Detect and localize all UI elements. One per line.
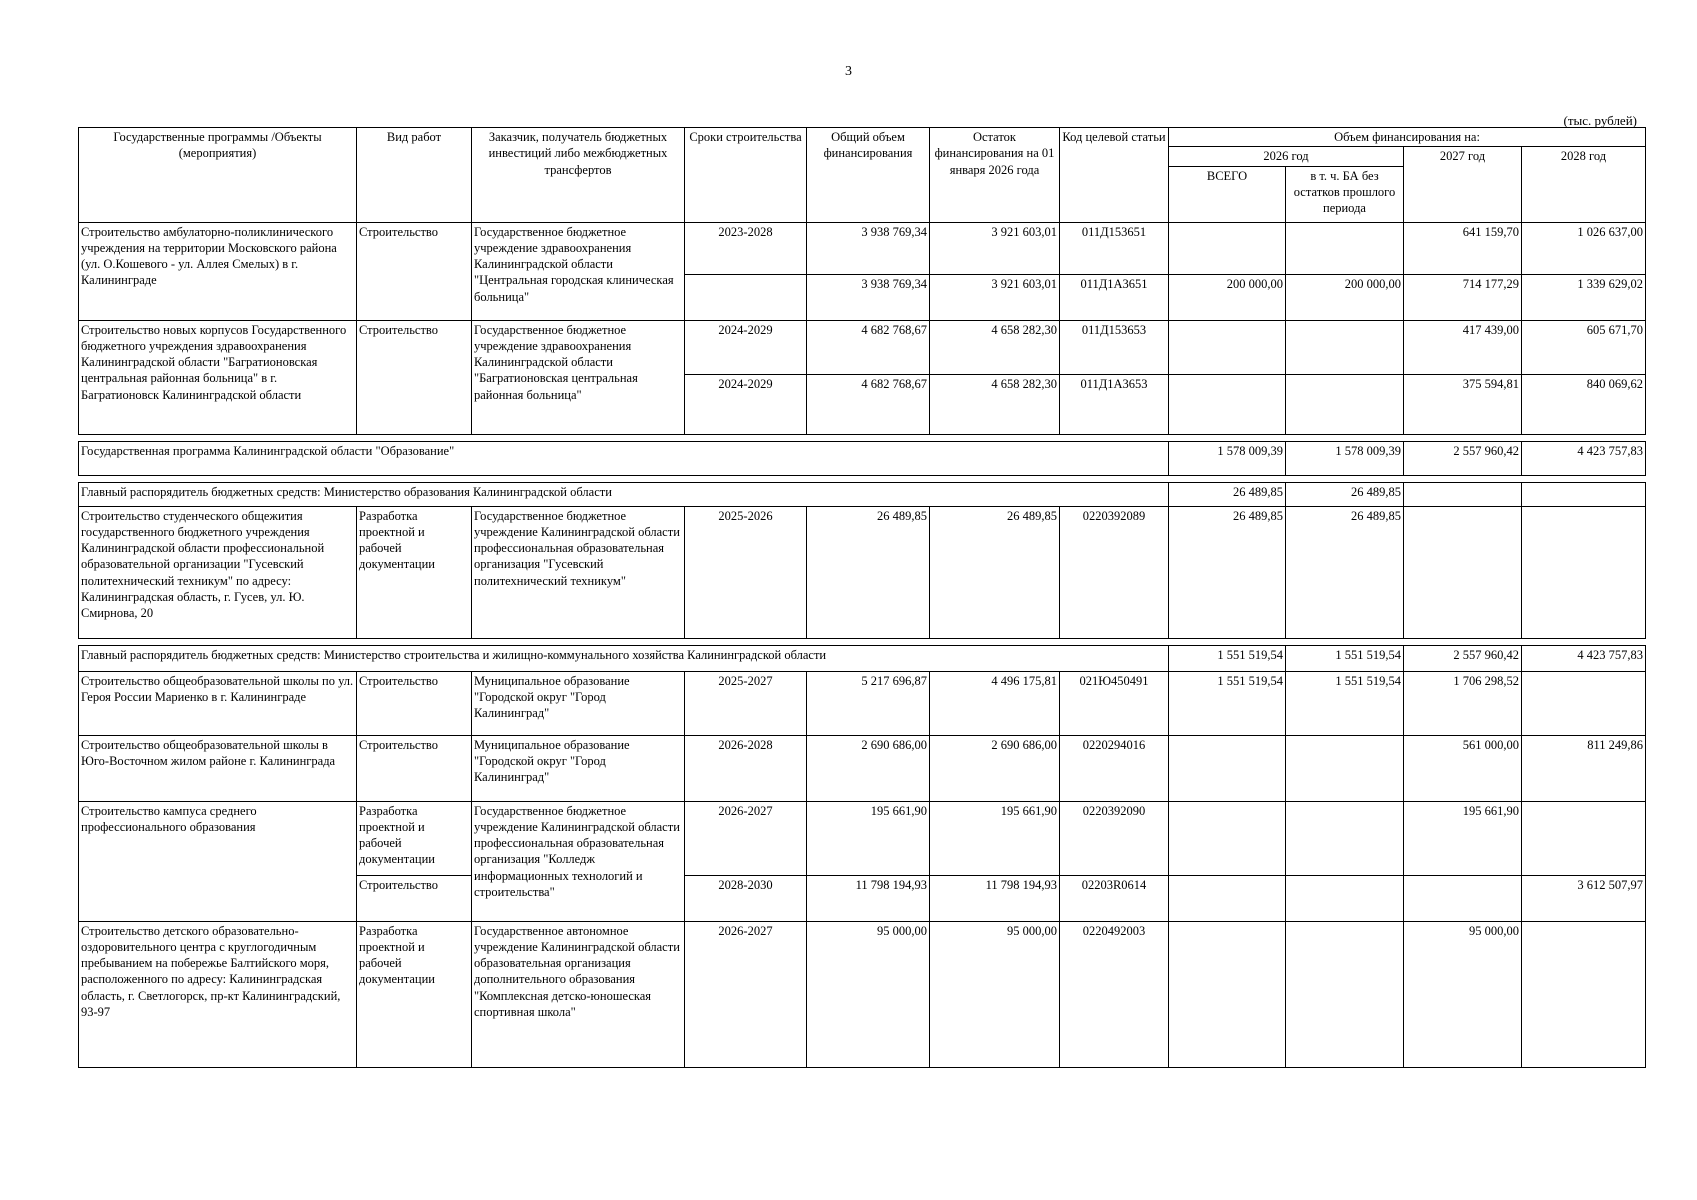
value-2028 <box>1522 482 1646 506</box>
value-2026-ba: 26 489,85 <box>1286 506 1404 638</box>
object-name: Строительство амбулаторно-поликлинического учреждения на территории Московского района (ул. О.Кошевого - ул. Аллея Смелых) в г. Калининграде <box>79 222 357 320</box>
admin-row <box>79 482 1646 506</box>
table-row <box>79 801 1646 875</box>
value-2026-all: 26 489,85 <box>1169 482 1286 506</box>
total: 26 489,85 <box>807 506 930 638</box>
value-2027 <box>1404 482 1522 506</box>
value-2026-ba <box>1286 222 1404 274</box>
period <box>685 274 807 320</box>
header-work-type: Вид работ <box>357 128 472 223</box>
value-2028 <box>1522 801 1646 875</box>
value-2027: 1 706 298,52 <box>1404 671 1522 735</box>
work-type: Разработка проектной и рабочей документации <box>357 921 472 1067</box>
remaining: 4 658 282,30 <box>930 374 1060 434</box>
code: 0220392089 <box>1060 506 1169 638</box>
period: 2026-2027 <box>685 801 807 875</box>
admin-label: Главный распорядитель бюджетных средств: Министерство образования Калининградской области <box>79 482 1169 506</box>
work-type: Строительство <box>357 222 472 320</box>
period: 2026-2027 <box>685 921 807 1067</box>
total: 3 938 769,34 <box>807 222 930 274</box>
header-row <box>79 128 1646 147</box>
period: 2025-2027 <box>685 671 807 735</box>
gap-row <box>79 475 1646 482</box>
period: 2025-2026 <box>685 506 807 638</box>
value-2026-all <box>1169 875 1286 921</box>
code: 0220492003 <box>1060 921 1169 1067</box>
customer: Государственное бюджетное учреждение Калининградской области профессиональная образовательная организация "Гусевский политехнический техникум" <box>472 506 685 638</box>
header-program: Государственные программы /Объекты (мероприятия) <box>79 128 357 223</box>
value-2026-all <box>1169 921 1286 1067</box>
code: 0220392090 <box>1060 801 1169 875</box>
remaining: 3 921 603,01 <box>930 222 1060 274</box>
page-number: 3 <box>845 64 852 79</box>
header-financing: Объем финансирования на: <box>1169 128 1646 147</box>
value-2026-all: 1 551 519,54 <box>1169 645 1286 671</box>
work-type: Строительство <box>357 320 472 434</box>
value-2026-all <box>1169 222 1286 274</box>
value-2027: 417 439,00 <box>1404 320 1522 374</box>
value-2027: 2 557 960,42 <box>1404 645 1522 671</box>
financing-table <box>78 127 1646 1068</box>
remaining: 26 489,85 <box>930 506 1060 638</box>
remaining: 4 496 175,81 <box>930 671 1060 735</box>
object-name: Строительство новых корпусов Государственного бюджетного учреждения здравоохранения Калининградской области "Багратионовская центральная районная больница" в г. Багратионовск Калининградской области <box>79 320 357 434</box>
table-row <box>79 506 1646 638</box>
value-2026-ba <box>1286 320 1404 374</box>
total: 2 690 686,00 <box>807 735 930 801</box>
value-2026-all: 1 551 519,54 <box>1169 671 1286 735</box>
object-name: Строительство детского образовательно-оздоровительного центра с круглогодичным пребыванием на побережье Балтийского моря, расположенного по адресу: Калининградская область, г. Светлогорск, пр-кт Калининградский, 93-97 <box>79 921 357 1067</box>
total: 11 798 194,93 <box>807 875 930 921</box>
code: 011Д1А3651 <box>1060 274 1169 320</box>
value-2026-ba: 26 489,85 <box>1286 482 1404 506</box>
value-2028: 1 026 637,00 <box>1522 222 1646 274</box>
remaining: 195 661,90 <box>930 801 1060 875</box>
value-2027 <box>1404 875 1522 921</box>
value-2028: 811 249,86 <box>1522 735 1646 801</box>
object-name: Строительство общеобразовательной школы в Юго-Восточном жилом районе г. Калининграда <box>79 735 357 801</box>
total: 3 938 769,34 <box>807 274 930 320</box>
value-2027: 641 159,70 <box>1404 222 1522 274</box>
value-2026-all: 26 489,85 <box>1169 506 1286 638</box>
header-customer: Заказчик, получатель бюджетных инвестиций либо межбюджетных трансфертов <box>472 128 685 223</box>
value-2028: 4 423 757,83 <box>1522 645 1646 671</box>
period: 2026-2028 <box>685 735 807 801</box>
table-row <box>79 921 1646 1067</box>
value-2026-all <box>1169 735 1286 801</box>
value-2027 <box>1404 506 1522 638</box>
period: 2028-2030 <box>685 875 807 921</box>
value-2026-all <box>1169 374 1286 434</box>
header-all: ВСЕГО <box>1169 166 1286 222</box>
header-ba: в т. ч. БА без остатков прошлого периода <box>1286 166 1404 222</box>
header-period: Сроки строительства <box>685 128 807 223</box>
total: 5 217 696,87 <box>807 671 930 735</box>
customer: Государственное бюджетное учреждение Калининградской области профессиональная образовательная организация "Колледж информационных технологий и строительства" <box>472 801 685 921</box>
value-2026-ba <box>1286 875 1404 921</box>
value-2026-all: 1 578 009,39 <box>1169 441 1286 475</box>
value-2027: 561 000,00 <box>1404 735 1522 801</box>
value-2026-ba: 1 551 519,54 <box>1286 671 1404 735</box>
customer: Муниципальное образование "Городской округ "Город Калининград" <box>472 735 685 801</box>
value-2027: 714 177,29 <box>1404 274 1522 320</box>
object-name: Строительство кампуса среднего профессионального образования <box>79 801 357 921</box>
table-row <box>79 735 1646 801</box>
program-row <box>79 441 1646 475</box>
value-2026-ba: 1 551 519,54 <box>1286 645 1404 671</box>
value-2027: 195 661,90 <box>1404 801 1522 875</box>
work-type: Разработка проектной и рабочей документации <box>357 506 472 638</box>
code: 011Д153651 <box>1060 222 1169 274</box>
value-2026-ba: 1 578 009,39 <box>1286 441 1404 475</box>
value-2026-all <box>1169 801 1286 875</box>
value-2028: 3 612 507,97 <box>1522 875 1646 921</box>
work-type: Строительство <box>357 735 472 801</box>
table-row <box>79 320 1646 374</box>
object-name: Строительство общеобразовательной школы по ул. Героя России Мариенко в г. Калининграде <box>79 671 357 735</box>
code: 021Ю450491 <box>1060 671 1169 735</box>
header-total: Общий объем финансирования <box>807 128 930 223</box>
customer: Государственное бюджетное учреждение здравоохранения Калининградской области "Багратионовская центральная районная больница" <box>472 320 685 434</box>
value-2026-all: 200 000,00 <box>1169 274 1286 320</box>
header-code: Код целевой статьи <box>1060 128 1169 223</box>
customer: Государственное бюджетное учреждение здравоохранения Калининградской области "Центральная городская клиническая больница" <box>472 222 685 320</box>
value-2028 <box>1522 671 1646 735</box>
total: 4 682 768,67 <box>807 320 930 374</box>
remaining: 2 690 686,00 <box>930 735 1060 801</box>
gap-row <box>79 638 1646 645</box>
value-2027: 375 594,81 <box>1404 374 1522 434</box>
value-2026-ba <box>1286 801 1404 875</box>
value-2026-ba: 200 000,00 <box>1286 274 1404 320</box>
total: 4 682 768,67 <box>807 374 930 434</box>
value-2028: 1 339 629,02 <box>1522 274 1646 320</box>
admin-label: Главный распорядитель бюджетных средств: Министерство строительства и жилищно-коммунального хозяйства Калининградской области <box>79 645 1169 671</box>
value-2028: 4 423 757,83 <box>1522 441 1646 475</box>
customer: Муниципальное образование "Городской округ "Город Калининград" <box>472 671 685 735</box>
value-2028 <box>1522 921 1646 1067</box>
object-name: Строительство студенческого общежития государственного бюджетного учреждения Калининградской области профессиональной образовательной организации "Гусевский политехнический техникум" по адресу: Калининградская область, г. Гусев, ул. Ю. Смирнова, 20 <box>79 506 357 638</box>
table-row <box>79 222 1646 274</box>
value-2028 <box>1522 506 1646 638</box>
total: 95 000,00 <box>807 921 930 1067</box>
period: 2024-2029 <box>685 320 807 374</box>
remaining: 3 921 603,01 <box>930 274 1060 320</box>
work-type: Разработка проектной и рабочей документации <box>357 801 472 875</box>
customer: Государственное автономное учреждение Калининградской области образовательная организация дополнительного образования "Комплексная детско-юношеская спортивная школа" <box>472 921 685 1067</box>
value-2026-ba <box>1286 735 1404 801</box>
units-label: (тыс. рублей) <box>1563 113 1637 128</box>
code: 011Д153653 <box>1060 320 1169 374</box>
period: 2023-2028 <box>685 222 807 274</box>
value-2026-all <box>1169 320 1286 374</box>
header-2028: 2028 год <box>1522 147 1646 222</box>
value-2026-ba <box>1286 374 1404 434</box>
value-2027: 95 000,00 <box>1404 921 1522 1067</box>
work-type: Строительство <box>357 875 472 921</box>
header-2026: 2026 год <box>1169 147 1404 166</box>
value-2028: 605 671,70 <box>1522 320 1646 374</box>
period: 2024-2029 <box>685 374 807 434</box>
gap-row <box>79 434 1646 441</box>
value-2027: 2 557 960,42 <box>1404 441 1522 475</box>
program-label: Государственная программа Калининградской области "Образование" <box>79 441 1169 475</box>
code: 0220294016 <box>1060 735 1169 801</box>
remaining: 95 000,00 <box>930 921 1060 1067</box>
admin-row <box>79 645 1646 671</box>
value-2028: 840 069,62 <box>1522 374 1646 434</box>
header-remaining: Остаток финансирования на 01 января 2026 года <box>930 128 1060 223</box>
remaining: 4 658 282,30 <box>930 320 1060 374</box>
value-2026-ba <box>1286 921 1404 1067</box>
remaining: 11 798 194,93 <box>930 875 1060 921</box>
code: 011Д1А3653 <box>1060 374 1169 434</box>
total: 195 661,90 <box>807 801 930 875</box>
header-2027: 2027 год <box>1404 147 1522 222</box>
code: 02203R0614 <box>1060 875 1169 921</box>
work-type: Строительство <box>357 671 472 735</box>
table-row <box>79 671 1646 735</box>
